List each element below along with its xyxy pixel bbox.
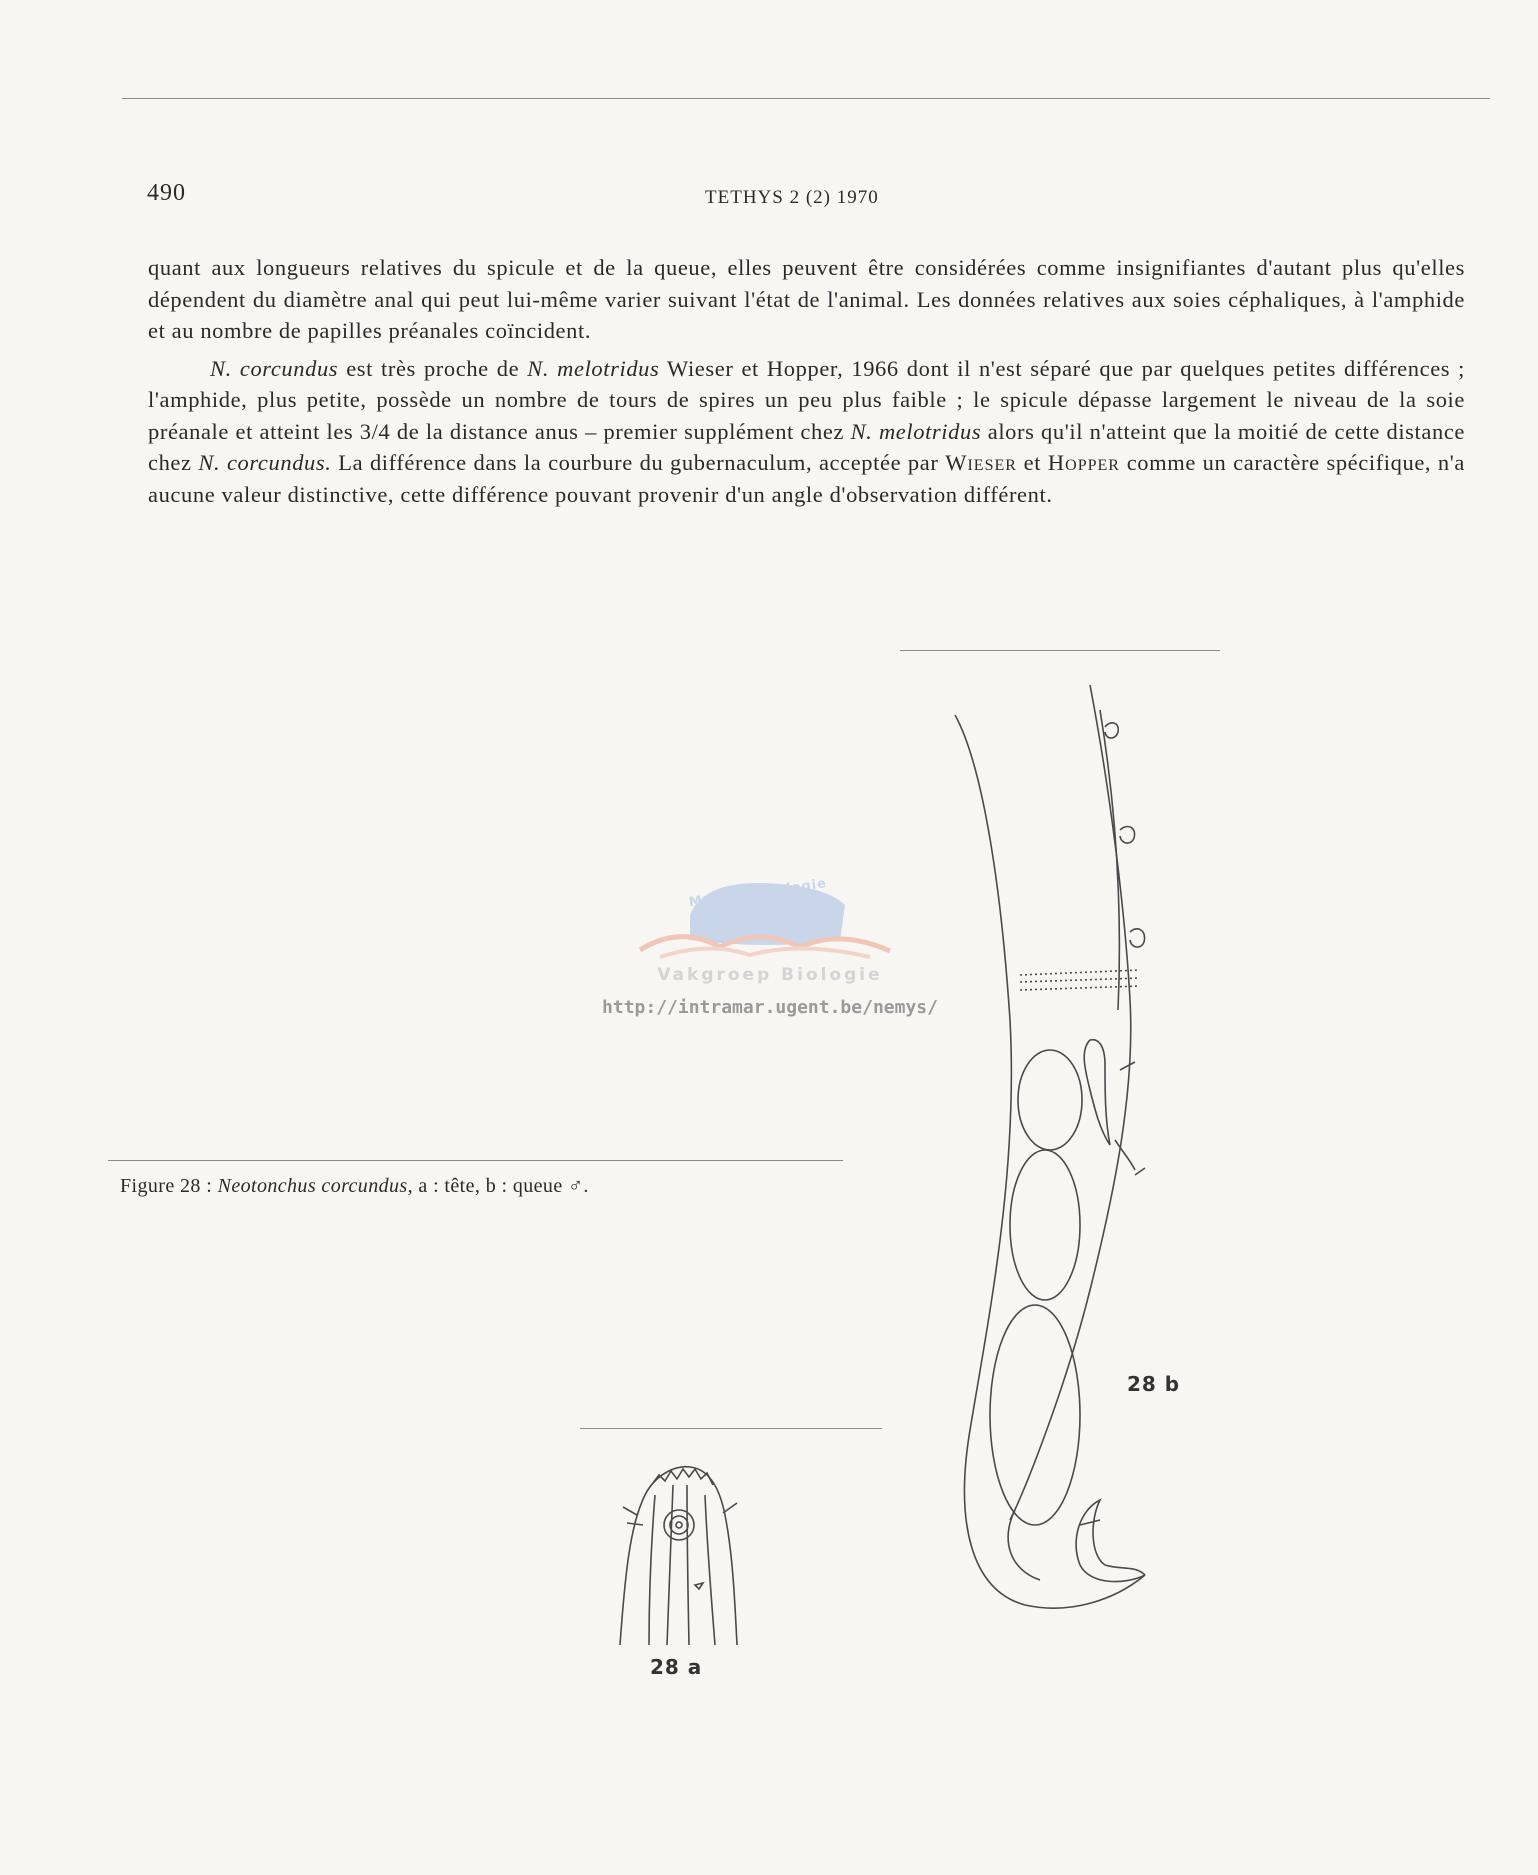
top-rule — [122, 98, 1490, 99]
running-head: TETHYS 2 (2) 1970 — [705, 187, 879, 208]
author-name: Wieser — [945, 450, 1017, 475]
species-name: N. corcundus — [210, 355, 339, 381]
paragraph-1: quant aux longueurs relatives du spicule et de la queue, elles peuvent être considérées comme insignifiantes d'autant plus qu'elles dépendent du diamètre anal qui peut lui-même varier suivant l'état de l'animal. Les données relatives aux soies céphaliques, à l'amphide et au nombre de papilles préanales coïncident. — [148, 255, 1465, 343]
caption-species: Neotonchus corcundus — [217, 1175, 408, 1197]
body-text — [148, 252, 1465, 516]
caption-rule — [108, 1160, 843, 1161]
species-name: N. melotridus — [850, 418, 982, 444]
watermark — [600, 855, 940, 1025]
figure-a-rule — [580, 1428, 882, 1429]
species-name: N. melotridus — [527, 355, 660, 381]
watermark-subtitle: Vakgroep Biologie — [657, 965, 883, 985]
watermark-logo-icon — [600, 855, 940, 965]
figure-caption: Figure 28 : Neotonchus corcundus, a : tête, b : queue ♂. — [120, 1175, 589, 1197]
species-name: N. corcundus. — [198, 450, 332, 475]
figure-b-rule — [900, 650, 1220, 651]
watermark-url: http://intramar.ugent.be/nemys/ — [602, 997, 938, 1018]
page-number: 490 — [147, 180, 186, 206]
watermark-top-text: Mariene Biologie — [687, 876, 828, 911]
author-name: Hopper — [1047, 450, 1120, 475]
paragraph-2: N. corcundus est très proche de N. melotridus Wieser et Hopper, 1966 dont il n'est séparé que par quelques petites différences ; l'amphide, plus petite, possède un nombre de tours de spires un peu plus faible ; le spicule dépasse largement le niveau de la soie préanale et atteint les 3/4 de la distance anus – premier supplément chez N. melotridus alors qu'il n'atteint que la moitié de cette distance chez N. corcundus. La différence dans la courbure du gubernaculum, acceptée par Wieser et Hopper comme un caractère spécifique, n'a aucune valeur distinctive, cette différence pouvant provenir d'un angle d'observation différent. — [148, 355, 1466, 507]
figure-28b-tail-drawing — [940, 670, 1210, 1620]
figure-label-28b: 28 b — [1127, 1372, 1181, 1396]
figure-label-28a: 28 a — [650, 1655, 703, 1679]
figure-28a-head-drawing — [615, 1455, 755, 1655]
